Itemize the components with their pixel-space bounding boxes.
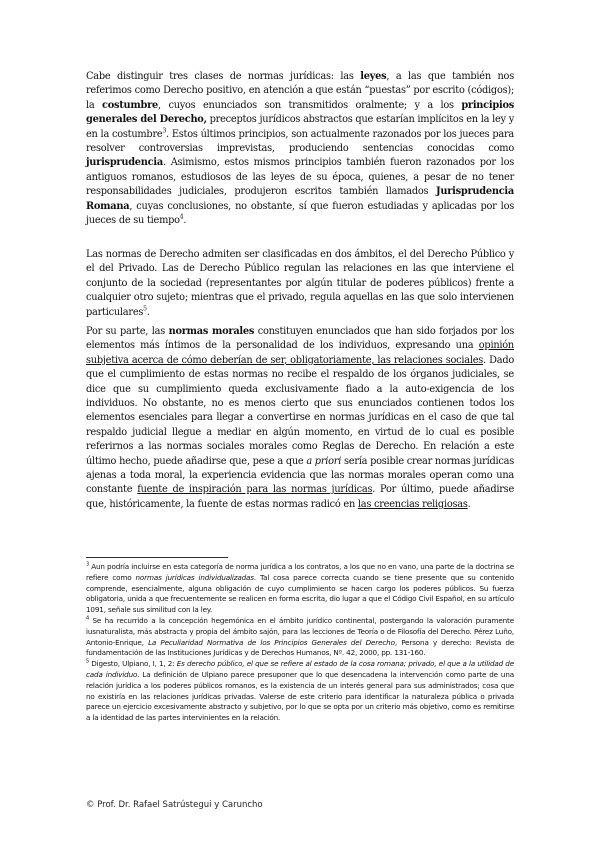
text-run: sería posible crear normas jurídicas ajenas a toda moral, la experiencia evidencia que las normas morales operan como una constante	[86, 455, 514, 496]
text-run: Las normas de Derecho admiten ser clasificadas en dos ámbitos, el del Derecho Público y el del Privado. Las de Derecho Público regulan las relaciones en las que interviene el conjunto de la sociedad (representantes por algún titular de poderes públicos) frente a cualquier otro sujeto; mientras que el privado, regula aquellas en las que solo intervienen particulares	[86, 249, 514, 318]
paragraph-legal-norms	[86, 70, 514, 228]
text-run: . Asimismo, estos mismos principios también fueron razonados por los antiguos romanos, estudiosos de las leyes de su época, quienes, a pesar de no tener responsabilidades judiciales, produjeron escritos también llamados	[86, 157, 514, 198]
footnote-3	[86, 562, 514, 616]
text-run: Se ha recurrido a la concepción hegemónica en el ámbito jurídico continental, postergando la valoración puramente iusnaturalista, más abstracta y propia del ámbito sajón, para las lecciones de Teoría o de Filosofía del Derecho. Pérez Luño, Antonio-Enrique,	[86, 615, 514, 647]
underlined-creencias-religiosas: las creencias religiosas	[357, 498, 468, 510]
term-principios-generales: principios generales del Derecho,	[86, 99, 514, 126]
term-jurisprudencia: jurisprudencia	[86, 157, 163, 169]
text-run: preceptos jurídicos abstractos que estarían implícitos en la ley y en la costumbre	[86, 114, 515, 140]
footnote-ref-5[interactable]: 5	[143, 305, 147, 313]
text-run: . La definición de Ulpiano parece presuponer que lo que desencadena la intervención como parte de una relación jurídica a los poderes públicos romanos, es la existencia de un interés general para sus administrados; cosa que no existiría en las relaciones jurídicas privadas. Valerse de este criterio para identificar la naturaleza pública o privada parece un ejercicio excesivamente abstracto y subjetivo, por lo que se opta por un criterio más objetivo, como es remitirse a la identidad de las partes intervinientes en la relación.	[86, 669, 514, 723]
footnote-number: 4	[86, 615, 90, 622]
text-run: Por su parte, las	[86, 326, 169, 337]
copyright-footer: © Prof. Dr. Rafael Satrústegui y Caruncho	[86, 800, 263, 810]
text-run: , cuyos enunciados son transmitidos oralmente; y a los	[158, 99, 462, 111]
text-run: , a las que también nos referimos como Derecho positivo, en atención a que están “puestas” por escrito (códigos); la	[86, 71, 514, 111]
text-run: , Persona y derecho: Revista de fundamentación de las Instituciones Jurídicas y de Derechos Humanos, Nº. 42, 2000, pp. 131-160.	[86, 637, 514, 658]
text-run: Digesto, Ulpiano, I, 1, 2:	[89, 659, 177, 669]
italic-run: La Peculiaridad Normativa de los Principios Generales del Derecho	[148, 637, 395, 647]
footnote-separator	[86, 557, 228, 558]
text-run: . Tal cosa parece correcta cuando se tiene presente que su contenido comprende, esencialmente, alguna obligación de cuyo cumplimiento se hacen cargo los poderes públicos. Su fuerza obligatoria, unida a que frecuentemente se realicen en forma escrita, dio lugar a que el Código Civil Español, en su artículo 1091, señale sus similitud con la ley.	[86, 572, 514, 615]
italic-run: Es derecho público, el que se refiere al estado de la cosa romana; privado, el que a la utilidad de cada individuo	[86, 659, 514, 679]
italic-run: normas jurídicas individualizadas	[135, 572, 254, 582]
paragraph-moral-norms	[86, 325, 514, 512]
term-leyes: leyes	[360, 71, 387, 82]
footnote-4	[86, 616, 514, 659]
text-run: . Por último, puede añadirse que, históricamente, la fuente de estas normas radicó en	[86, 484, 514, 510]
footnote-number: 5	[86, 658, 90, 665]
text-run: .	[183, 215, 187, 227]
text-run: .	[467, 498, 471, 510]
term-costumbre: costumbre	[102, 99, 159, 111]
underlined-fuente-inspiracion: fuente de inspiración para las normas jurídicas	[137, 484, 373, 496]
text-run: . Estos últimos principios, son actualmente razonados por los jueces para resolver controversias imprevistas, produciendo sentencias conocidas como	[86, 128, 515, 155]
text-run: constituyen enunciados que han sido forjados por los elementos más íntimos de la personalidad de los individuos, expresando una	[86, 326, 514, 352]
footnotes	[86, 562, 514, 724]
text-run: Cabe distinguir tres clases de normas jurídicas: las	[86, 71, 361, 82]
underlined-opinion-subjetiva: opinión subjetiva acerca de cómo deberían de ser, obligatoriamente, las relaciones sociales	[86, 340, 514, 366]
paragraph-public-private-law	[86, 248, 514, 320]
footnote-5	[86, 659, 514, 724]
term-normas-morales: normas morales	[168, 326, 255, 337]
text-run: , cuyas conclusiones, no obstante, sí que fueron estudiadas y aplicadas por los jueces de su tiempo	[86, 200, 514, 227]
footnote-ref-4[interactable]: 4	[179, 213, 184, 221]
text-run: . Dado que el cumplimiento de estas normas no recibe el respaldo de los órganos judiciales, se dice que su cumplimiento queda exclusivamente fiado a la auto-exigencia de los individuos. No obstante, no es menos cierto que sus enunciados contienen todos los elementos esenciales para llegar a convertirse en normas jurídicas en el caso de que tal respaldo judicial llegue a mediar en algún momento, en virtud de lo cual es posible referirnos a las normas sociales morales como Reglas de Derecho. En relación a este último hecho, puede añadirse que, pese a que	[86, 354, 514, 467]
term-a-priori: a priori	[306, 455, 342, 467]
term-jurisprudencia-romana: Jurisprudencia Romana	[86, 186, 514, 212]
footnote-number: 3	[86, 561, 90, 568]
text-run: .	[146, 306, 150, 318]
text-run: Aun podría incluirse en esta categoría de norma jurídica a los contratos, a los que no en vano, una parte de la doctrina se refiere como	[86, 562, 514, 582]
footnote-ref-3[interactable]: 3	[162, 127, 167, 135]
